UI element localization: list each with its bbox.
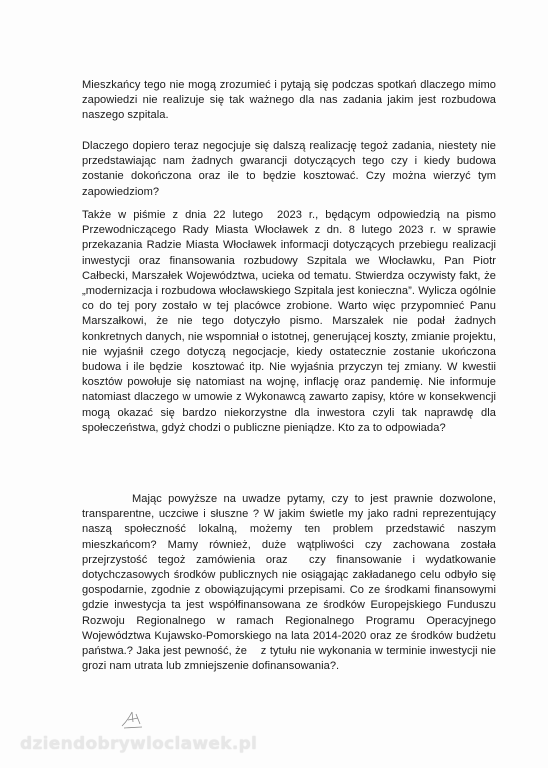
paragraph-marshal-letter: Także w piśmie z dnia 22 lutego 2023 r., będącym odpowiedzią na pismo Przewodniczącego Rady Miasta Włocławek z dn. 8 lutego 2023 r. w sprawie przekazania Radzie Miasta Włocławek informacji dotyczących przebiegu realizacji inwestycji oraz finansowania rozbudowy Szpitala we Włocławku, Pan Piotr Całbecki, Marszałek Województwa, ucieka od tematu. Stwierdza oczywisty fakt, że „modernizacja i rozbudowa włocławskiego Szpitala jest konieczna”. Wylicza ogólnie co do tej pory zostało w tej placówce zrobione. Warto więc przypomnieć Panu Marszałkowi, że nie tego dotyczyło pismo. Marszałek nie podał żadnych konkretnych danych, nie wspomniał o istotnej, generującej koszty, zmianie projektu, nie wyjaśnił czego dotyczą negocjacje, kiedy ostatecznie zostanie ukończona budowa i ile będzie kosztować itp. Nie wyjaśnia przyczyn tej zmiany. W kwestii kosztów powołuje się natomiast na wojnę, inflację oraz pandemię. Nie informuje natomiast dlaczego w umowie z Wykonawcą zawarto zapisy, które w konsekwencji mogą okazać się bardzo niekorzystne dla inwestora czyli tak naprawdę dla społeczeństwa, gdyż chodzi o publiczne pieniądze. Kto za to odpowiada? — [82, 209, 500, 434]
handwritten-mark-icon — [118, 708, 148, 732]
paragraph-negotiations: Dlaczego dopiero teraz negocjuje się dalszą realizację tegoż zadania, niestety nie przedstawiając nam żadnych gwarancji dotyczących tego czy i kiedy budowa zostanie dokończona oraz ile to będzie kosztować. Czy można wierzyć tym zapowiedziom? — [82, 140, 496, 198]
paragraph-residents: Mieszkańcy tego nie mogą zrozumieć i pytają się podczas spotkań dlaczego mimo zapowiedzi nie realizuje się tak ważnego dla nas zadania jakim jest rozbudowa naszego szpitala. — [82, 79, 496, 122]
paragraph-questions: Mając powyższe na uwadze pytamy, czy to jest prawnie dozwolone, transparentne, uczciwe i słuszne ? W jakim świetle my jako radni reprezentujący naszą społeczność lokalną, możemy ten problem przedstawić naszym mieszkańcom? Mamy również, duże wątpliwości czy zachowana została przejrzystość tegoż zamówienia oraz czy finansowanie i wydatkowanie dotychczasowych środków publicznych nie osiągając zakładanego celu odbyło się gospodarnie, zgodnie z obowiązującymi przepisami. Co ze środkami finansowymi gdzie inwestycja ta jest współfinansowana ze środków Europejskiego Funduszu Rozwoju Regionalnego w ramach Regionalnego Programu Operacyjnego Województwa Kujawsko-Pomorskiego na lata 2014-2020 oraz ze środków budżetu państwa.? Jaka jest pewność, że z tytułu nie wykonania w terminie inwestycji nie grozi nam utrata lub zmniejszenie dofinansowania?. — [82, 493, 500, 673]
site-watermark: dziendobrywloclawek.pl — [20, 734, 258, 754]
